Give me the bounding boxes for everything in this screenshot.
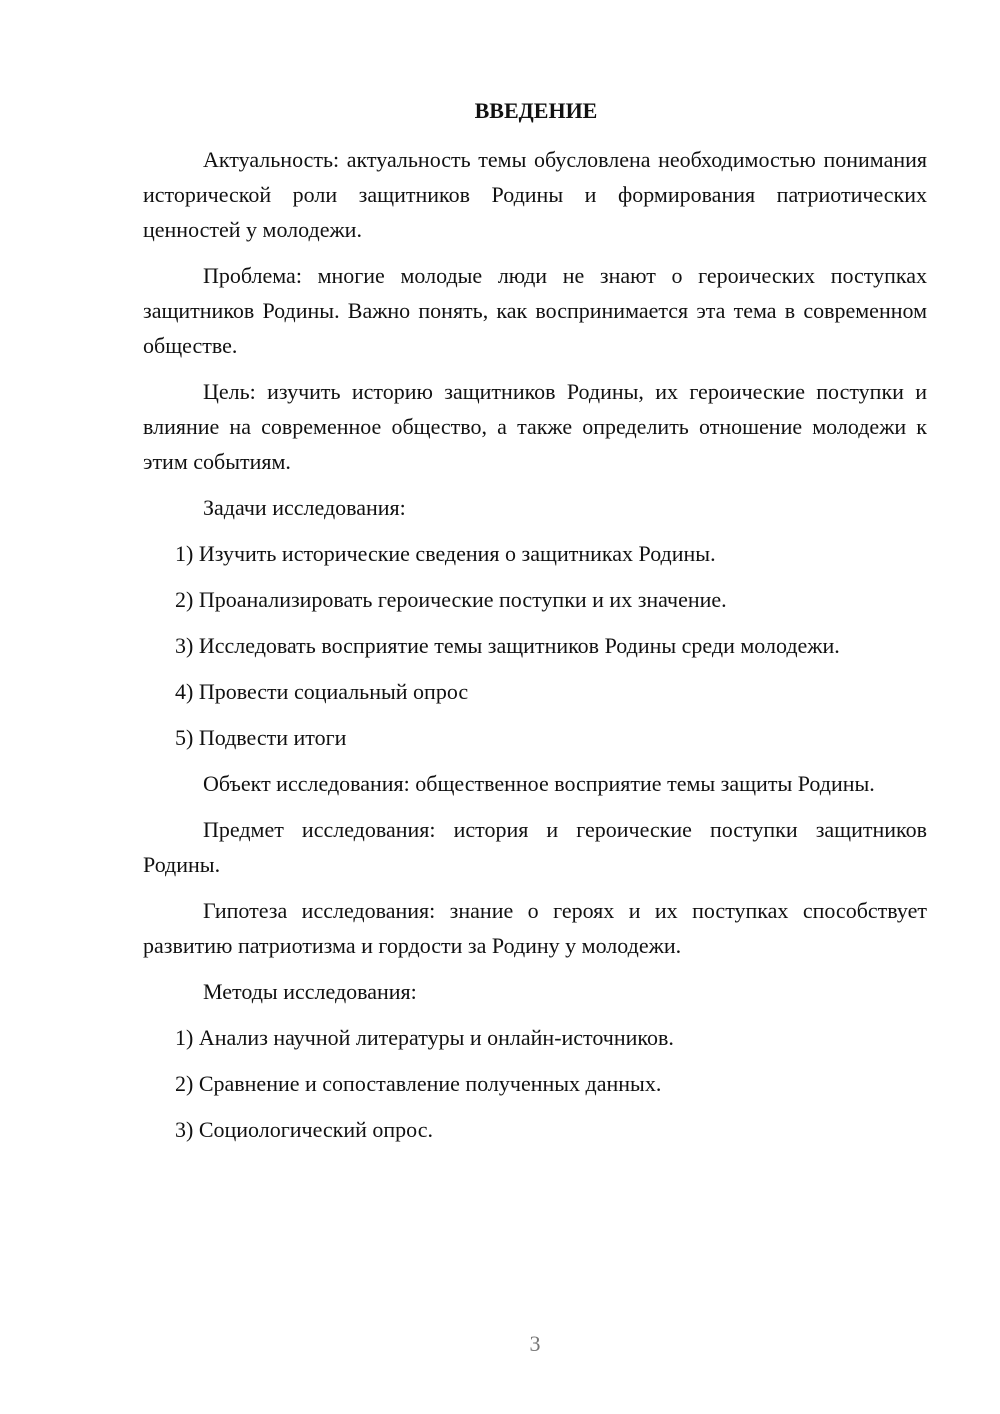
goal-paragraph: Цель: изучить историю защитников Родины, их героические поступки и влияние на современное общество, а также определить отношение молодежи к этим событиям.	[143, 379, 927, 474]
methods-list	[143, 1020, 927, 1147]
problem-paragraph: Проблема: многие молодые люди не знают о героических поступках защитников Родины. Важно понять, как воспринимается эта тема в современном обществе.	[143, 263, 927, 358]
hypothesis-paragraph: Гипотеза исследования: знание о героях и их поступках способствует развитию патриотизма и гордости за Родину у молодежи.	[143, 898, 927, 958]
list-item: 1) Анализ научной литературы и онлайн-источников.	[175, 1025, 674, 1050]
list-item: 3) Социологический опрос.	[175, 1117, 433, 1142]
list-item: 1) Изучить исторические сведения о защитниках Родины.	[175, 541, 716, 566]
list-item: 4) Провести социальный опрос	[175, 679, 469, 704]
tasks-heading: Задачи исследования:	[203, 495, 406, 520]
list-item: 5) Подвести итоги	[175, 725, 347, 750]
object-paragraph: Объект исследования: общественное восприятие темы защиты Родины.	[203, 771, 875, 796]
tasks-list	[143, 536, 927, 755]
relevance-paragraph: Актуальность: актуальность темы обусловлена необходимостью понимания исторической роли защитников Родины и формирования патриотических ценностей у молодежи.	[143, 147, 927, 242]
page-number: 3	[529, 1331, 541, 1356]
list-item: 2) Проанализировать героические поступки и их значение.	[175, 587, 727, 612]
subject-paragraph: Предмет исследования: история и героические поступки защитников Родины.	[143, 817, 927, 877]
section-title: ВВЕДЕНИЕ	[474, 98, 598, 123]
list-item: 2) Сравнение и сопоставление полученных данных.	[175, 1071, 662, 1096]
methods-heading: Методы исследования:	[203, 979, 417, 1004]
list-item: 3) Исследовать восприятие темы защитников Родины среди молодежи.	[175, 633, 840, 658]
document-page	[143, 96, 927, 1158]
